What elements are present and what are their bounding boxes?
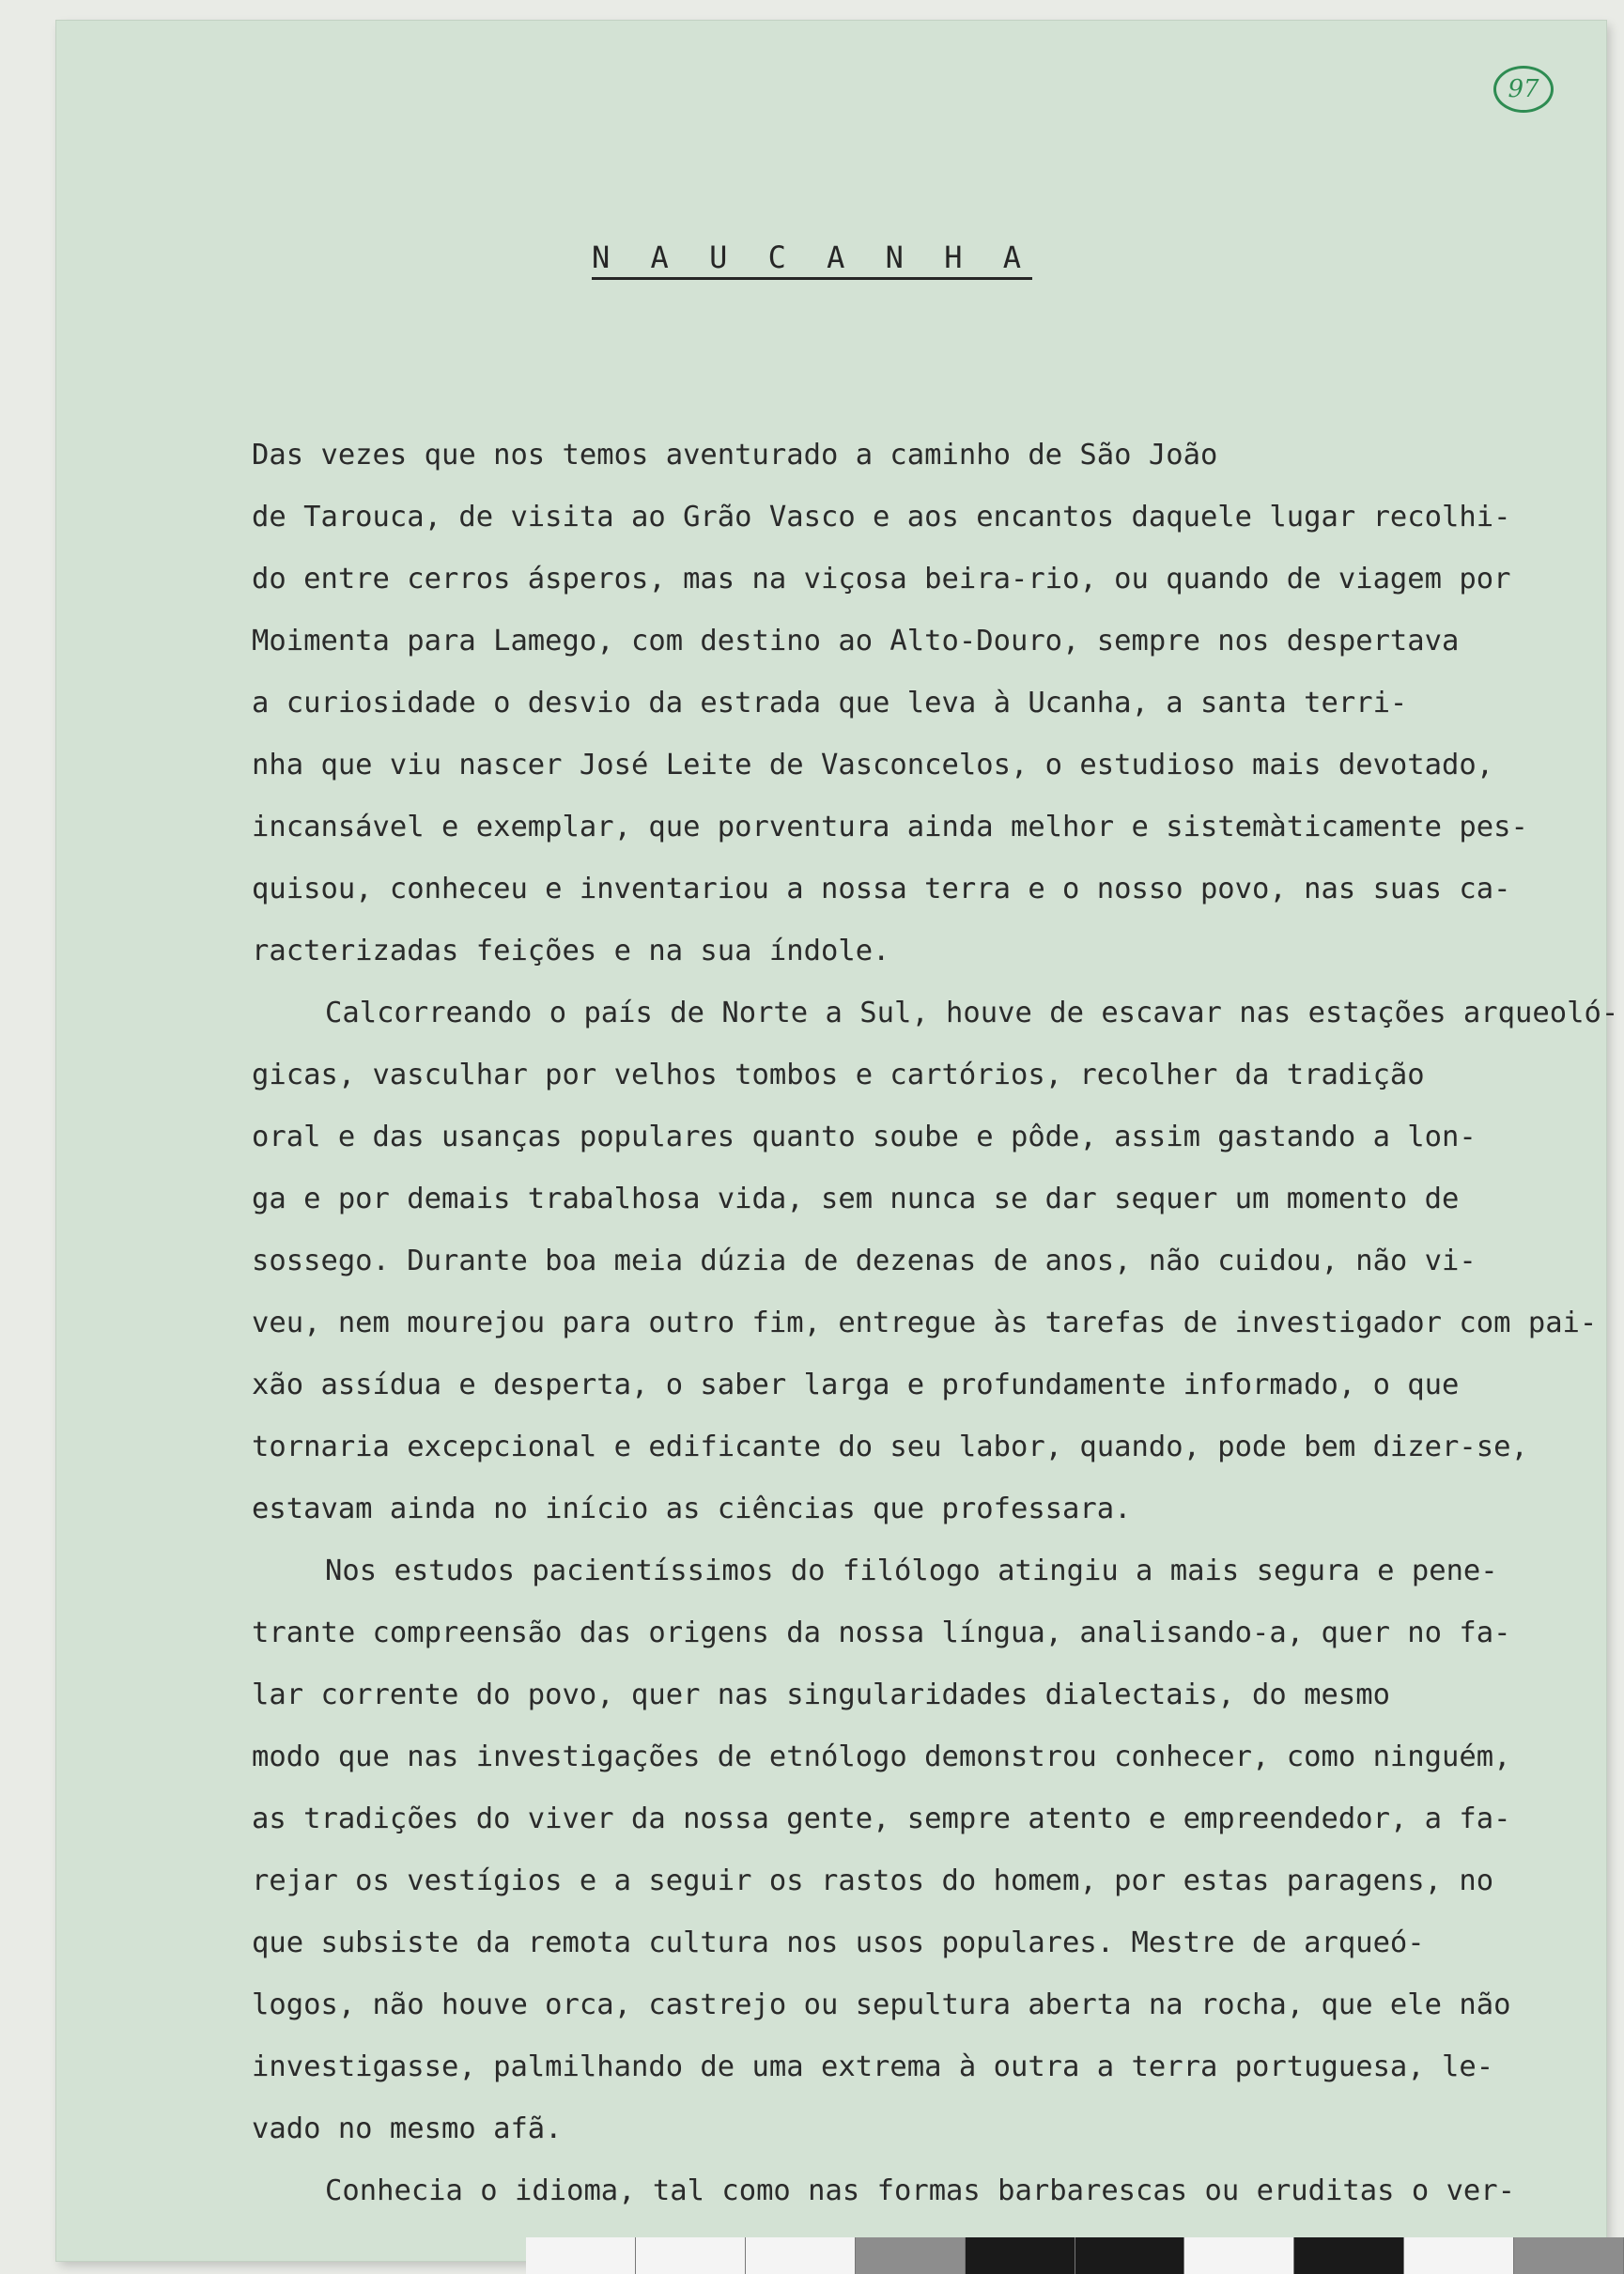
text-line: Das vezes que nos temos aventurado a caminho de São João: [252, 439, 1218, 472]
text-line: modo que nas investigações de etnólogo demonstrou conhecer, como ninguém,: [252, 1740, 1511, 1773]
page-number: 97: [1493, 66, 1554, 113]
text-line: ga e por demais trabalhosa vida, sem nunca se dar sequer um momento de: [252, 1183, 1460, 1215]
text-line: a curiosidade o desvio da estrada que leva à Ucanha, a santa terri-: [252, 687, 1408, 719]
text-line: Nos estudos pacientíssimos do filólogo atingiu a mais segura e pene-: [325, 1555, 1498, 1587]
document-title-text: N A U C A N H A: [592, 240, 1032, 280]
color-scale-bar: [526, 2237, 1624, 2274]
text-line: racterizadas feições e na sua índole.: [252, 935, 890, 967]
text-line: vado no mesmo afã.: [252, 2112, 563, 2145]
text-line: veu, nem mourejou para outro fim, entregue às tarefas de investigador com pai-: [252, 1307, 1598, 1339]
text-line: xão assídua e desperta, o saber larga e profundamente informado, o que: [252, 1369, 1460, 1401]
text-line: Conhecia o idioma, tal como nas formas barbarescas ou eruditas o ver-: [325, 2174, 1516, 2207]
scale-segment: [856, 2237, 966, 2274]
text-line: gicas, vasculhar por velhos tombos e cartórios, recolher da tradição: [252, 1059, 1425, 1091]
text-line: nha que viu nascer José Leite de Vasconcelos, o estudioso mais devotado,: [252, 749, 1494, 781]
text-line: do entre cerros ásperos, mas na viçosa beira-rio, ou quando de viagem por: [252, 563, 1511, 596]
text-line: quisou, conheceu e inventariou a nossa terra e o nosso povo, nas suas ca-: [252, 873, 1511, 905]
scale-segment: [1404, 2237, 1514, 2274]
scale-segment: [526, 2237, 636, 2274]
text-line: as tradições do viver da nossa gente, sempre atento e empreendedor, a fa-: [252, 1802, 1511, 1835]
scale-segment: [1514, 2237, 1624, 2274]
text-line: que subsiste da remota cultura nos usos populares. Mestre de arqueó-: [252, 1926, 1425, 1959]
text-line: rejar os vestígios e a seguir os rastos do homem, por estas paragens, no: [252, 1864, 1494, 1897]
text-line: tornaria excepcional e edificante do seu labor, quando, pode bem dizer-se,: [252, 1431, 1528, 1463]
scale-segment: [1075, 2237, 1185, 2274]
text-line: trante compreensão das origens da nossa língua, analisando-a, quer no fa-: [252, 1617, 1511, 1649]
scale-segment: [966, 2237, 1075, 2274]
scale-segment: [1184, 2237, 1294, 2274]
text-line: Calcorreando o país de Norte a Sul, houve de escavar nas estações arqueoló-: [325, 997, 1619, 1029]
text-line: de Tarouca, de visita ao Grão Vasco e aos encantos daquele lugar recolhi-: [252, 501, 1511, 534]
text-line: Moimenta para Lamego, com destino ao Alto-Douro, sempre nos despertava: [252, 625, 1460, 657]
document-title: [0, 240, 1624, 275]
text-line: lar corrente do povo, quer nas singularidades dialectais, do mesmo: [252, 1678, 1390, 1711]
text-line: estavam ainda no início as ciências que professara.: [252, 1493, 1132, 1525]
typed-text-body: [252, 425, 1619, 2222]
scale-segment: [636, 2237, 746, 2274]
scale-segment: [1294, 2237, 1404, 2274]
text-line: incansável e exemplar, que porventura ainda melhor e sistemàticamente pes-: [252, 811, 1528, 843]
scale-segment: [746, 2237, 856, 2274]
text-line: sossego. Durante boa meia dúzia de dezenas de anos, não cuidou, não vi-: [252, 1245, 1477, 1277]
text-line: logos, não houve orca, castrejo ou sepultura aberta na rocha, que ele não: [252, 1988, 1511, 2021]
text-line: investigasse, palmilhando de uma extrema à outra a terra portuguesa, le-: [252, 2050, 1494, 2083]
text-line: oral e das usanças populares quanto soube e pôde, assim gastando a lon-: [252, 1121, 1477, 1153]
